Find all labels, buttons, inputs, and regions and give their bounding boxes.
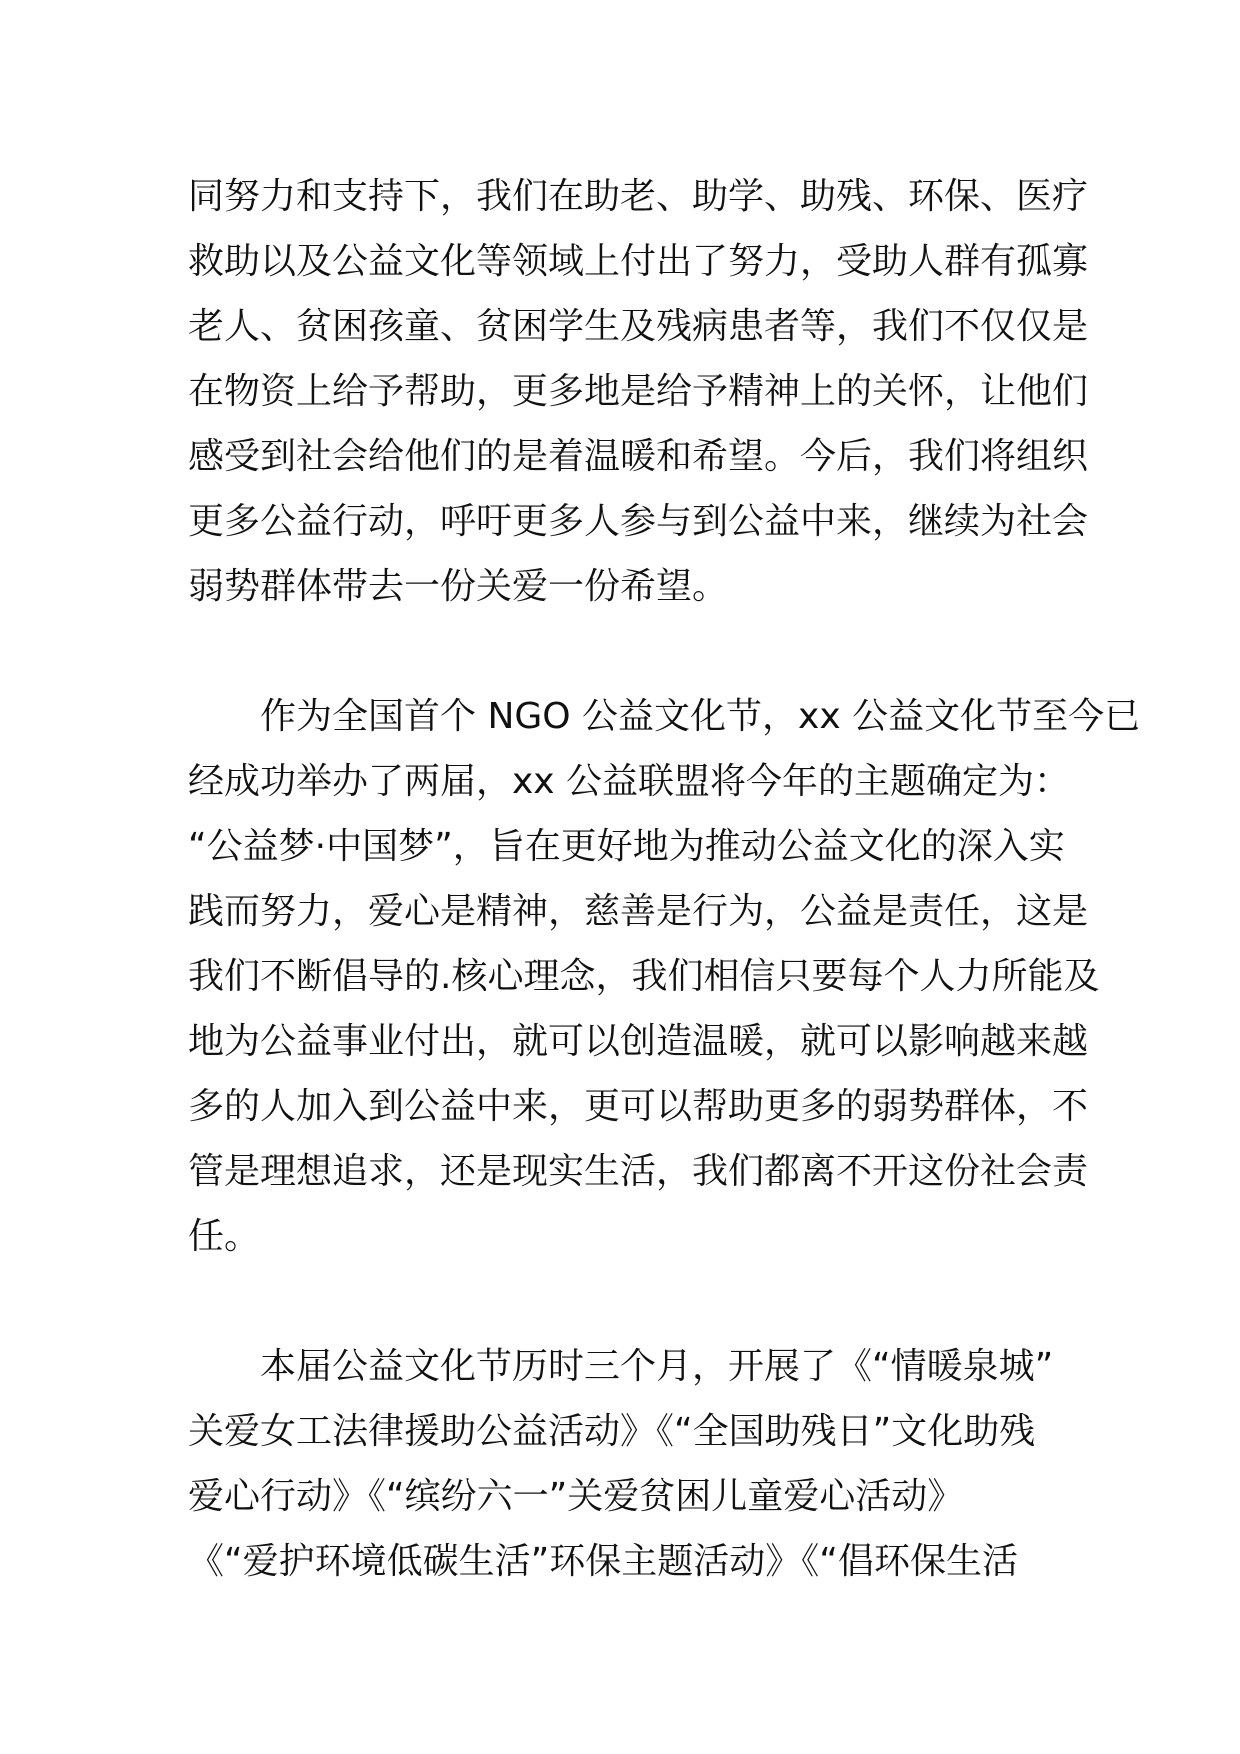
paragraph-line: 弱势群体带去一份关爱一份希望。: [188, 566, 729, 607]
paragraph-line: “公益梦·中国梦”，旨在更好地为推动公益文化的深入实: [188, 826, 1065, 867]
paragraph-line: 在物资上给予帮助，更多地是给予精神上的关怀，让他们: [188, 371, 1089, 412]
paragraph-line: 老人、贫困孩童、贫困学生及残病患者等，我们不仅仅是: [188, 306, 1089, 347]
paragraph-line: 多的人加入到公益中来，更可以帮助更多的弱势群体，不: [188, 1086, 1089, 1127]
paragraph-2: [188, 684, 1141, 1269]
paragraph-line: 经成功举办了两届，xx 公益联盟将今年的主题确定为：: [188, 761, 1071, 802]
paragraph-1: [188, 164, 1089, 619]
paragraph-line: 爱心行动》《“缤纷六一”关爱贫困儿童爱心活动》: [188, 1476, 964, 1517]
paragraph-line: 救助以及公益文化等领域上付出了努力，受助人群有孤寡: [188, 241, 1089, 282]
paragraph-line: 任。: [188, 1216, 261, 1257]
paragraph-line: 感受到社会给他们的是着温暖和希望。今后，我们将组织: [188, 436, 1089, 477]
paragraph-line: 作为全国首个 NGO 公益文化节，xx 公益文化节至今已: [260, 696, 1141, 737]
paragraph-line: 地为公益事业付出，就可以创造温暖，就可以影响越来越: [188, 1021, 1089, 1062]
paragraph-line: 《“爱护环境低碳生活”环保主题活动》《“倡环保生活: [188, 1541, 1018, 1582]
paragraph-line: 本届公益文化节历时三个月，开展了《“情暖泉城”: [260, 1346, 1054, 1387]
paragraph-3: [188, 1334, 1066, 1594]
paragraph-line: 我们不断倡导的.核心理念，我们相信只要每个人力所能及: [188, 956, 1100, 997]
paragraph-line: 同努力和支持下，我们在助老、助学、助残、环保、医疗: [188, 176, 1089, 217]
paragraph-line: 管是理想追求，还是现实生活，我们都离不开这份社会责: [188, 1151, 1089, 1192]
paragraph-line: 关爱女工法律援助公益活动》《“全国助残日”文化助残: [188, 1411, 1036, 1452]
paragraph-line: 更多公益行动，呼吁更多人参与到公益中来，继续为社会: [188, 501, 1089, 542]
paragraph-line: 践而努力，爱心是精神，慈善是行为，公益是责任，这是: [188, 891, 1089, 932]
